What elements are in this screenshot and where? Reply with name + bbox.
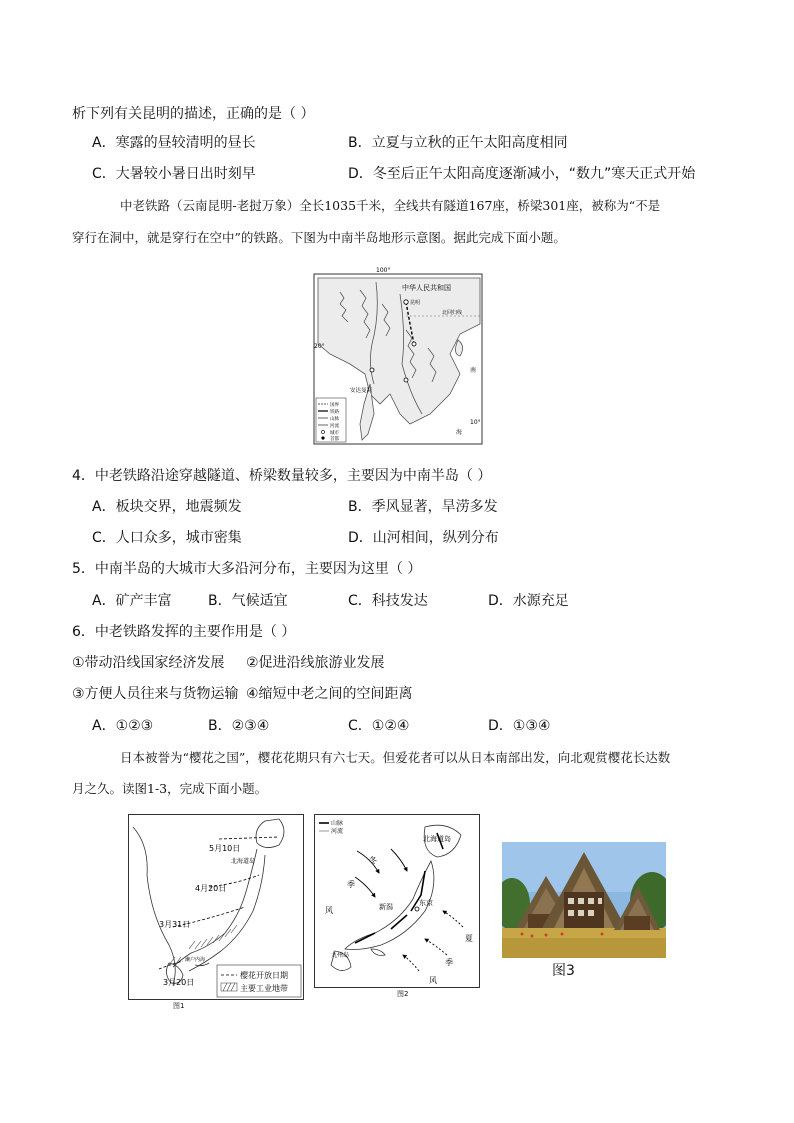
fig2-caption: 图2 [397,990,409,998]
q3-option-b[interactable]: B．立夏与立秋的正午太阳高度相同 [348,135,568,151]
q5-option-d[interactable]: D．水源充足 [488,593,569,609]
fig2-kyushu: 九州岛 [331,952,350,959]
fig1-date-mar20: 3月20日 [163,978,195,987]
figure-2-drawing [315,815,479,987]
q5-option-a[interactable]: A．矿产丰富 [92,593,172,609]
map1-kunming: 昆明 [410,300,421,306]
map1-legend-border: 国界 [330,403,339,408]
fig1-date-mar31: 3月31日 [159,920,191,929]
fig2-season1: 季 [347,880,355,889]
map1-lon100: 100° [376,267,391,274]
q6-statement-3: ③方便人员往来与货物运输 [72,686,239,702]
figure-3-photo [502,842,666,958]
q5-option-c[interactable]: C．科技发达 [348,593,428,609]
fig1-legend-industry: 主要工业地带 [240,984,288,993]
map1-tropic: 北回归线 [442,310,463,316]
indochina-map [310,264,488,446]
q5-stem: 5．中南半岛的大城市大多沿河分布，主要因为这里（ ） [72,561,422,577]
q4-option-d[interactable]: D．山河相间，纵列分布 [348,530,499,546]
map1-lat20: 20° [314,343,325,350]
q6-statement-1: ①带动沿线国家经济发展 [72,655,225,671]
q4-option-a[interactable]: A．板块交界，地震频发 [92,499,242,515]
figure-1-drawing [129,815,303,999]
map1-legend-city: 城市 [330,431,339,436]
map1-legend-mountain: 山脉 [330,417,339,422]
q6-option-d[interactable]: D．①③④ [488,718,551,734]
fig2-wind1: 风 [325,906,333,915]
q4-option-b[interactable]: B．季风显著，旱涝多发 [348,499,498,515]
map1-legend-railway: 铁路 [330,410,339,415]
q6-stem: 6．中老铁路发挥的主要作用是（ ） [72,624,296,640]
q6-statement-2: ②促进沿线旅游业发展 [246,655,385,671]
map1-legend-river: 河流 [330,424,339,429]
fig2-wind2: 风 [429,976,437,985]
q6-option-b[interactable]: B．②③④ [208,718,270,734]
passage1-line1: 中老铁路（云南昆明-老挝万象）全长1035千米，全线共有隧道167座，桥梁301座，被称为“不是 [120,198,661,213]
map1-country: 中华人民共和国 [402,284,451,292]
q5-option-b[interactable]: B．气候适宜 [208,593,288,609]
map1-sea-right: 南 [470,367,477,374]
fig2-legend-river: 河流 [331,828,344,835]
fig1-date-apr20: 4月20日 [195,884,227,893]
fig1-date-may10: 5月10日 [209,844,241,853]
q6-statement-4: ④缩短中老之间的空间距离 [246,686,413,702]
map1-andaman-line1: 安达曼海 [350,388,373,394]
q4-option-c[interactable]: C．人口众多，城市密集 [92,530,242,546]
fig2-niigata: 新潟 [379,903,393,911]
fig2-hokkaido: 北海道岛 [423,835,451,843]
map1-legend-capital: 首都 [330,437,339,442]
q3-stem: 析下列有关昆明的描述，正确的是（ ） [72,106,315,122]
q3-option-d[interactable]: D．冬至后正午太阳高度逐渐减小，“数九”寒天正式开始 [348,166,696,182]
fig1-belt: 濑户内海 [185,957,206,963]
figure-1-japan-sakura-map [128,814,304,1010]
indochina-map-drawing [310,264,488,446]
map1-sea-bottom: 海 [456,429,463,436]
q3-option-c[interactable]: C．大暑较小暑日出时刻早 [92,166,256,182]
fig2-winter: 冬 [369,856,377,865]
fig2-season2: 季 [445,958,453,967]
passage2-line2: 月之久。读图1-3，完成下面小题。 [72,781,268,796]
fig1-caption: 图1 [173,1002,185,1010]
passage2-line1: 日本被誉为“樱花之国”，樱花花期只有六七天。但爱花者可以从日本南部出发，向北观赏樱花长达数 [120,750,671,765]
passage1-line2: 穿行在洞中，就是穿行在空中”的铁路。下图为中南半岛地形示意图。据此完成下面小题。 [72,230,566,245]
thatched-house-photo-icon [502,842,666,958]
q6-option-a[interactable]: A．①②③ [92,718,154,734]
figure-2-japan-monsoon-map [314,814,480,998]
q6-option-c[interactable]: C．①②④ [348,718,410,734]
fig2-tokyo: 东京 [419,899,433,907]
q4-stem: 4．中老铁路沿途穿越隧道、桥梁数量较多，主要因为中南半岛（ ） [72,468,492,484]
fig2-summer: 夏 [465,934,473,943]
map1-lat10: 10° [470,419,481,426]
fig1-legend-bloom: 樱花开放日期 [240,971,288,980]
fig3-caption: 图3 [552,963,575,979]
fig1-hokkaido: 北海道岛 [231,858,256,865]
q3-option-a[interactable]: A．寒露的昼较清明的昼长 [92,135,256,151]
fig2-legend-mountain: 山脉 [331,820,344,827]
